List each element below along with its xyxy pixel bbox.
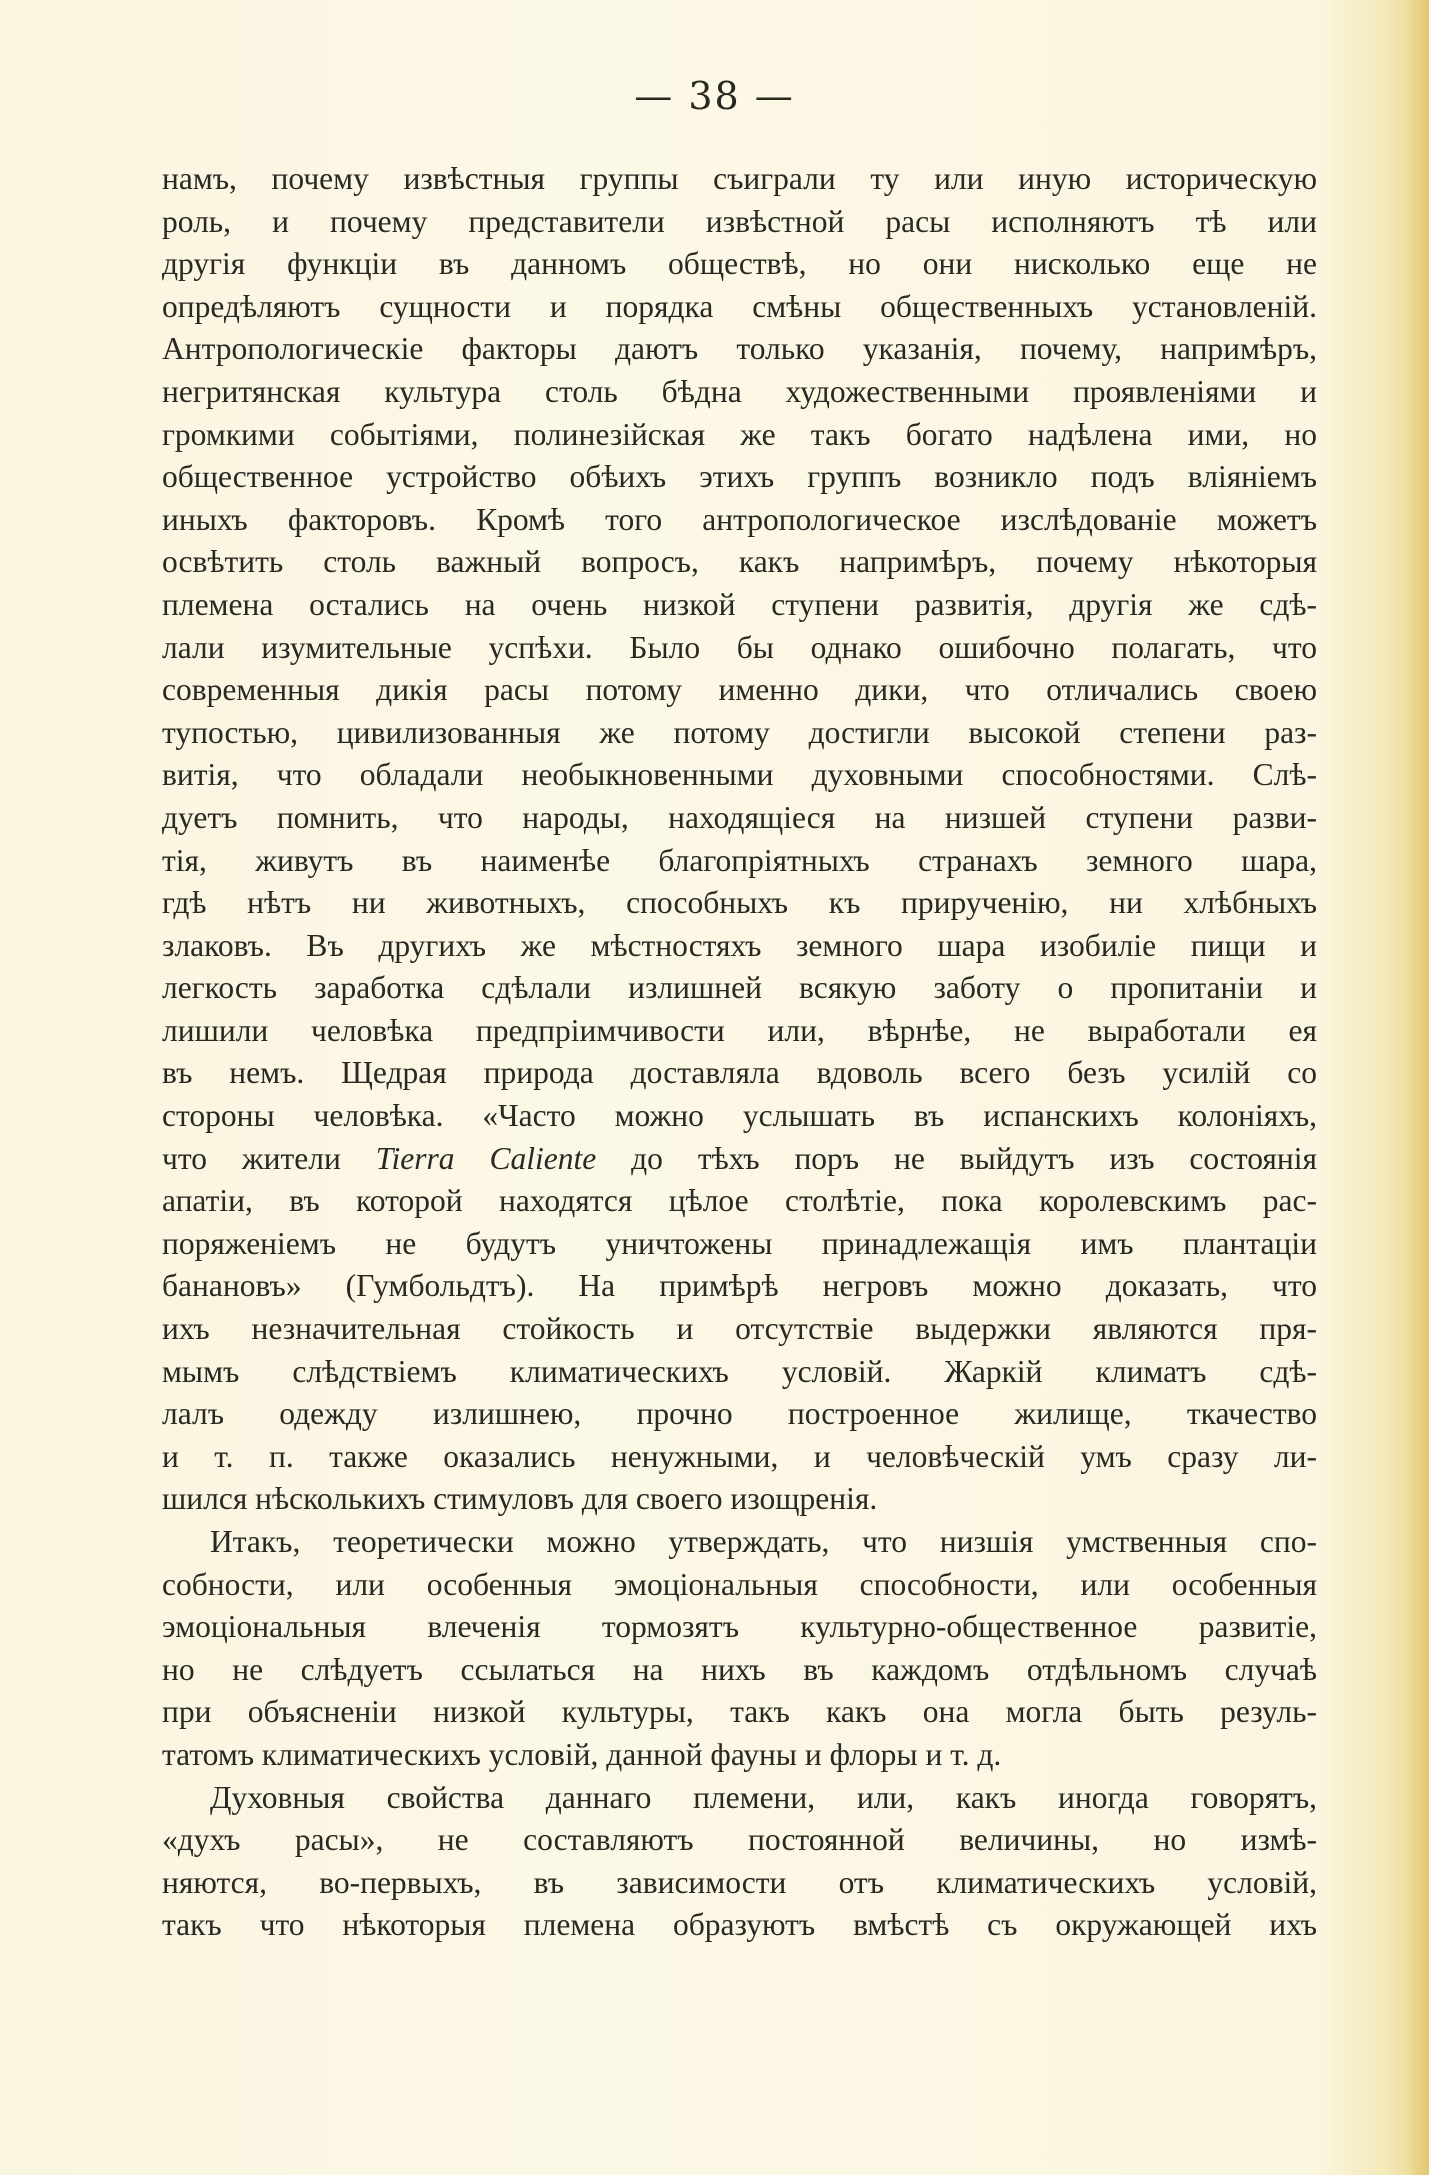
text-line: татомъ климатическихъ условій, данной фауны и флоры и т. д.	[162, 1736, 1002, 1772]
italic-term: Tierra Caliente	[375, 1140, 597, 1176]
text-line: гдѣ нѣтъ ни животныхъ, способныхъ къ прирученію, ни хлѣбныхъ	[162, 885, 1317, 921]
text-line: собности, или особенныя эмоціональныя способности, или особенныя	[162, 1566, 1317, 1602]
text-line: такъ что нѣкоторыя племена образуютъ вмѣстѣ съ окружающей ихъ	[162, 1907, 1317, 1943]
body-text	[162, 158, 1317, 1947]
text-line: другія функціи въ данномъ обществѣ, но они нисколько еще не	[162, 246, 1317, 282]
text-line: въ немъ. Щедрая природа доставляла вдоволь всего безъ усилій со	[162, 1055, 1317, 1091]
text-line: лишили человѣка предпріимчивости или, вѣрнѣе, не выработали ея	[162, 1012, 1317, 1048]
text-line: племена остались на очень низкой ступени развитія, другія же сдѣ-	[162, 586, 1317, 622]
text-segment: до тѣхъ поръ не выйдутъ изъ состоянія	[596, 1140, 1317, 1176]
paragraph-first-line: Духовныя свойства даннаго племени, или, какъ иногда говорятъ,	[210, 1779, 1317, 1815]
text-line: Антропологическіе факторы даютъ только указанія, почему, напримѣръ,	[162, 331, 1317, 367]
text-line: банановъ» (Гумбольдтъ). На примѣрѣ негровъ можно доказать, что	[162, 1268, 1317, 1304]
text-line: тія, живутъ въ наименѣе благопріятныхъ странахъ земного шара,	[162, 842, 1317, 878]
page-number: — 38 —	[634, 74, 795, 118]
text-line: апатіи, въ которой находятся цѣлое столѣтіе, пока королевскимъ рас-	[162, 1183, 1317, 1219]
text-line: эмоціональныя влеченія тормозятъ культурно-общественное развитіе,	[162, 1609, 1317, 1645]
paragraph-first-line: Итакъ, теоретически можно утверждать, что низшія умственныя спо-	[210, 1524, 1317, 1559]
text-line: дуетъ помнить, что народы, находящіеся на низшей ступени разви-	[162, 799, 1317, 835]
text-line: общественное устройство обѣихъ этихъ группъ возникло подъ вліяніемъ	[162, 459, 1317, 495]
text-line: мымъ слѣдствіемъ климатическихъ условій. Жаркій климатъ сдѣ-	[162, 1353, 1317, 1389]
text-line: «духъ расы», не составляютъ постоянной величины, но измѣ-	[162, 1822, 1317, 1858]
text-line: легкость заработка сдѣлали излишней всякую заботу о пропитаніи и	[162, 970, 1317, 1006]
text-line: лали изумительные успѣхи. Было бы однако ошибочно полагать, что	[162, 629, 1317, 665]
text-line: шился нѣсколькихъ стимуловъ для своего изощренія.	[162, 1481, 878, 1517]
text-line: поряженіемъ не будутъ уничтожены принадлежащія имъ плантаціи	[162, 1225, 1317, 1261]
text-line: опредѣляютъ сущности и порядка смѣны общественныхъ установленій.	[162, 288, 1317, 324]
text-line-with-italic	[162, 1138, 1317, 1181]
text-line: современныя дикія расы потому именно дики, что отличались своею	[162, 672, 1317, 708]
text-line: иныхъ факторовъ. Кромѣ того антропологическое изслѣдованіе можетъ	[162, 501, 1317, 537]
text-line: намъ, почему извѣстныя группы съиграли ту или иную историческую	[162, 161, 1317, 196]
text-line: роль, и почему представители извѣстной расы исполняютъ тѣ или	[162, 203, 1317, 239]
text-line: освѣтить столь важный вопросъ, какъ напримѣръ, почему нѣкоторыя	[162, 544, 1317, 580]
text-line: тупостью, цивилизованныя же потому достигли высокой степени раз-	[162, 714, 1317, 750]
text-line: лалъ одежду излишнею, прочно построенное жилище, ткачество	[162, 1396, 1317, 1432]
text-line: и т. п. также оказались ненужными, и человѣческій умъ сразу ли-	[162, 1438, 1317, 1474]
text-line: при объясненіи низкой культуры, такъ какъ она могла быть резуль-	[162, 1694, 1317, 1730]
text-line: ихъ незначительная стойкость и отсутствіе выдержки являются пря-	[162, 1311, 1317, 1347]
text-line: стороны человѣка. «Часто можно услышать въ испанскихъ колоніяхъ,	[162, 1098, 1317, 1134]
text-segment: что жители	[162, 1140, 376, 1176]
text-line: злаковъ. Въ другихъ же мѣстностяхъ земного шара изобиліе пищи и	[162, 927, 1317, 963]
text-line: няются, во-первыхъ, въ зависимости отъ климатическихъ условій,	[162, 1864, 1317, 1900]
page-edge-shadow	[1407, 0, 1429, 2175]
text-line: витія, что обладали необыкновенными духовными способностями. Слѣ-	[162, 757, 1317, 793]
text-line: негритянская культура столь бѣдна художественными проявленіями и	[162, 373, 1317, 409]
text-line: громкими событіями, полинезійская же такъ богато надѣлена ими, но	[162, 416, 1317, 452]
text-line: но не слѣдуетъ ссылаться на нихъ въ каждомъ отдѣльномъ случаѣ	[162, 1651, 1317, 1687]
